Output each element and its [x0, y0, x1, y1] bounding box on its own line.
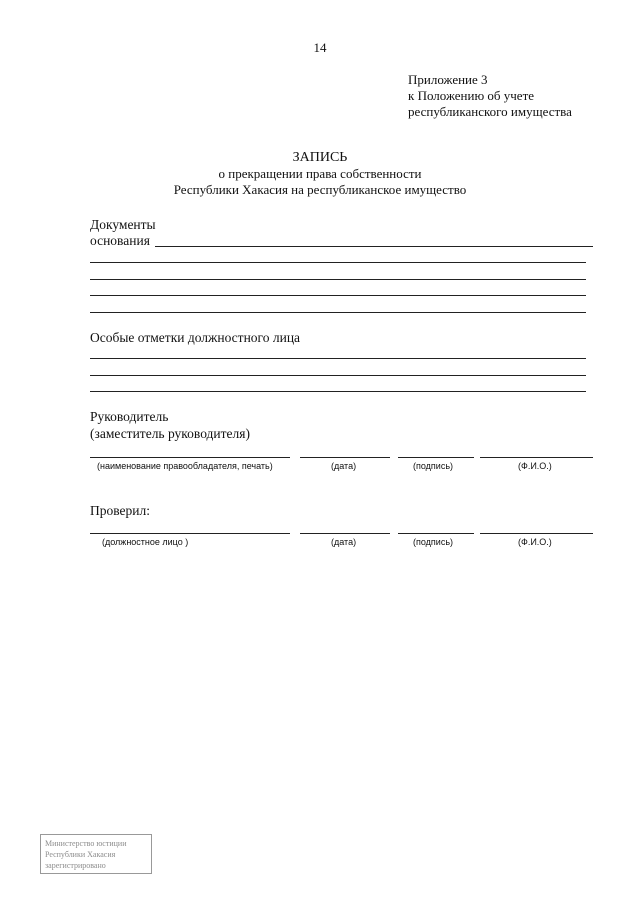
checked-fio-caption: (Ф.И.О.) [518, 537, 552, 547]
special-notes-line-3[interactable] [90, 391, 586, 392]
appendix-line-2: к Положению об учете [408, 88, 535, 103]
stamp-line-2: Республики Хакасия [45, 850, 116, 859]
manager-fio-line[interactable] [480, 457, 593, 458]
manager-date-caption: (дата) [331, 461, 357, 471]
holder-name-caption: (наименование правообладателя, печать) [97, 461, 273, 471]
checked-signature-line[interactable] [398, 533, 474, 534]
official-line[interactable] [90, 533, 290, 534]
checked-date-caption: (дата) [331, 537, 357, 547]
title-heading: ЗАПИСЬ [292, 150, 348, 165]
official-caption: (должностное лицо ) [102, 537, 189, 547]
documents-label: Документы [90, 217, 156, 232]
checked-label: Проверил: [90, 503, 150, 518]
title-line-3: Республики Хакасия на республиканское имущество [173, 182, 467, 197]
document-title [0, 150, 640, 198]
registration-stamp [40, 834, 152, 874]
documents-basis-line[interactable] [155, 246, 593, 247]
special-notes-line-2[interactable] [90, 375, 586, 376]
page-number: 14 [313, 40, 327, 55]
checked-signature-caption: (подпись) [413, 537, 454, 547]
manager-label: Руководитель [90, 409, 169, 424]
documents-line-5[interactable] [90, 312, 586, 313]
special-notes-line-1[interactable] [90, 358, 586, 359]
stamp-line-3: зарегистрировано [45, 861, 106, 870]
holder-name-line[interactable] [90, 457, 290, 458]
documents-line-4[interactable] [90, 295, 586, 296]
documents-line-2[interactable] [90, 262, 586, 263]
appendix-reference [408, 72, 572, 120]
title-line-2: о прекращении права собственности [218, 166, 422, 181]
manager-fio-caption: (Ф.И.О.) [518, 461, 552, 471]
checked-date-line[interactable] [300, 533, 390, 534]
documents-basis-label: основания [90, 233, 150, 248]
appendix-line-1: Приложение 3 [408, 72, 488, 87]
manager-signature-line[interactable] [398, 457, 474, 458]
special-notes-label: Особые отметки должностного лица [90, 330, 301, 345]
deputy-manager-label: (заместитель руководителя) [90, 426, 250, 441]
checked-fio-line[interactable] [480, 533, 593, 534]
manager-date-line[interactable] [300, 457, 390, 458]
appendix-line-3: республиканского имущества [408, 104, 572, 119]
stamp-line-1: Министерство юстиции [45, 839, 127, 848]
manager-signature-caption: (подпись) [413, 461, 454, 471]
documents-line-3[interactable] [90, 279, 586, 280]
